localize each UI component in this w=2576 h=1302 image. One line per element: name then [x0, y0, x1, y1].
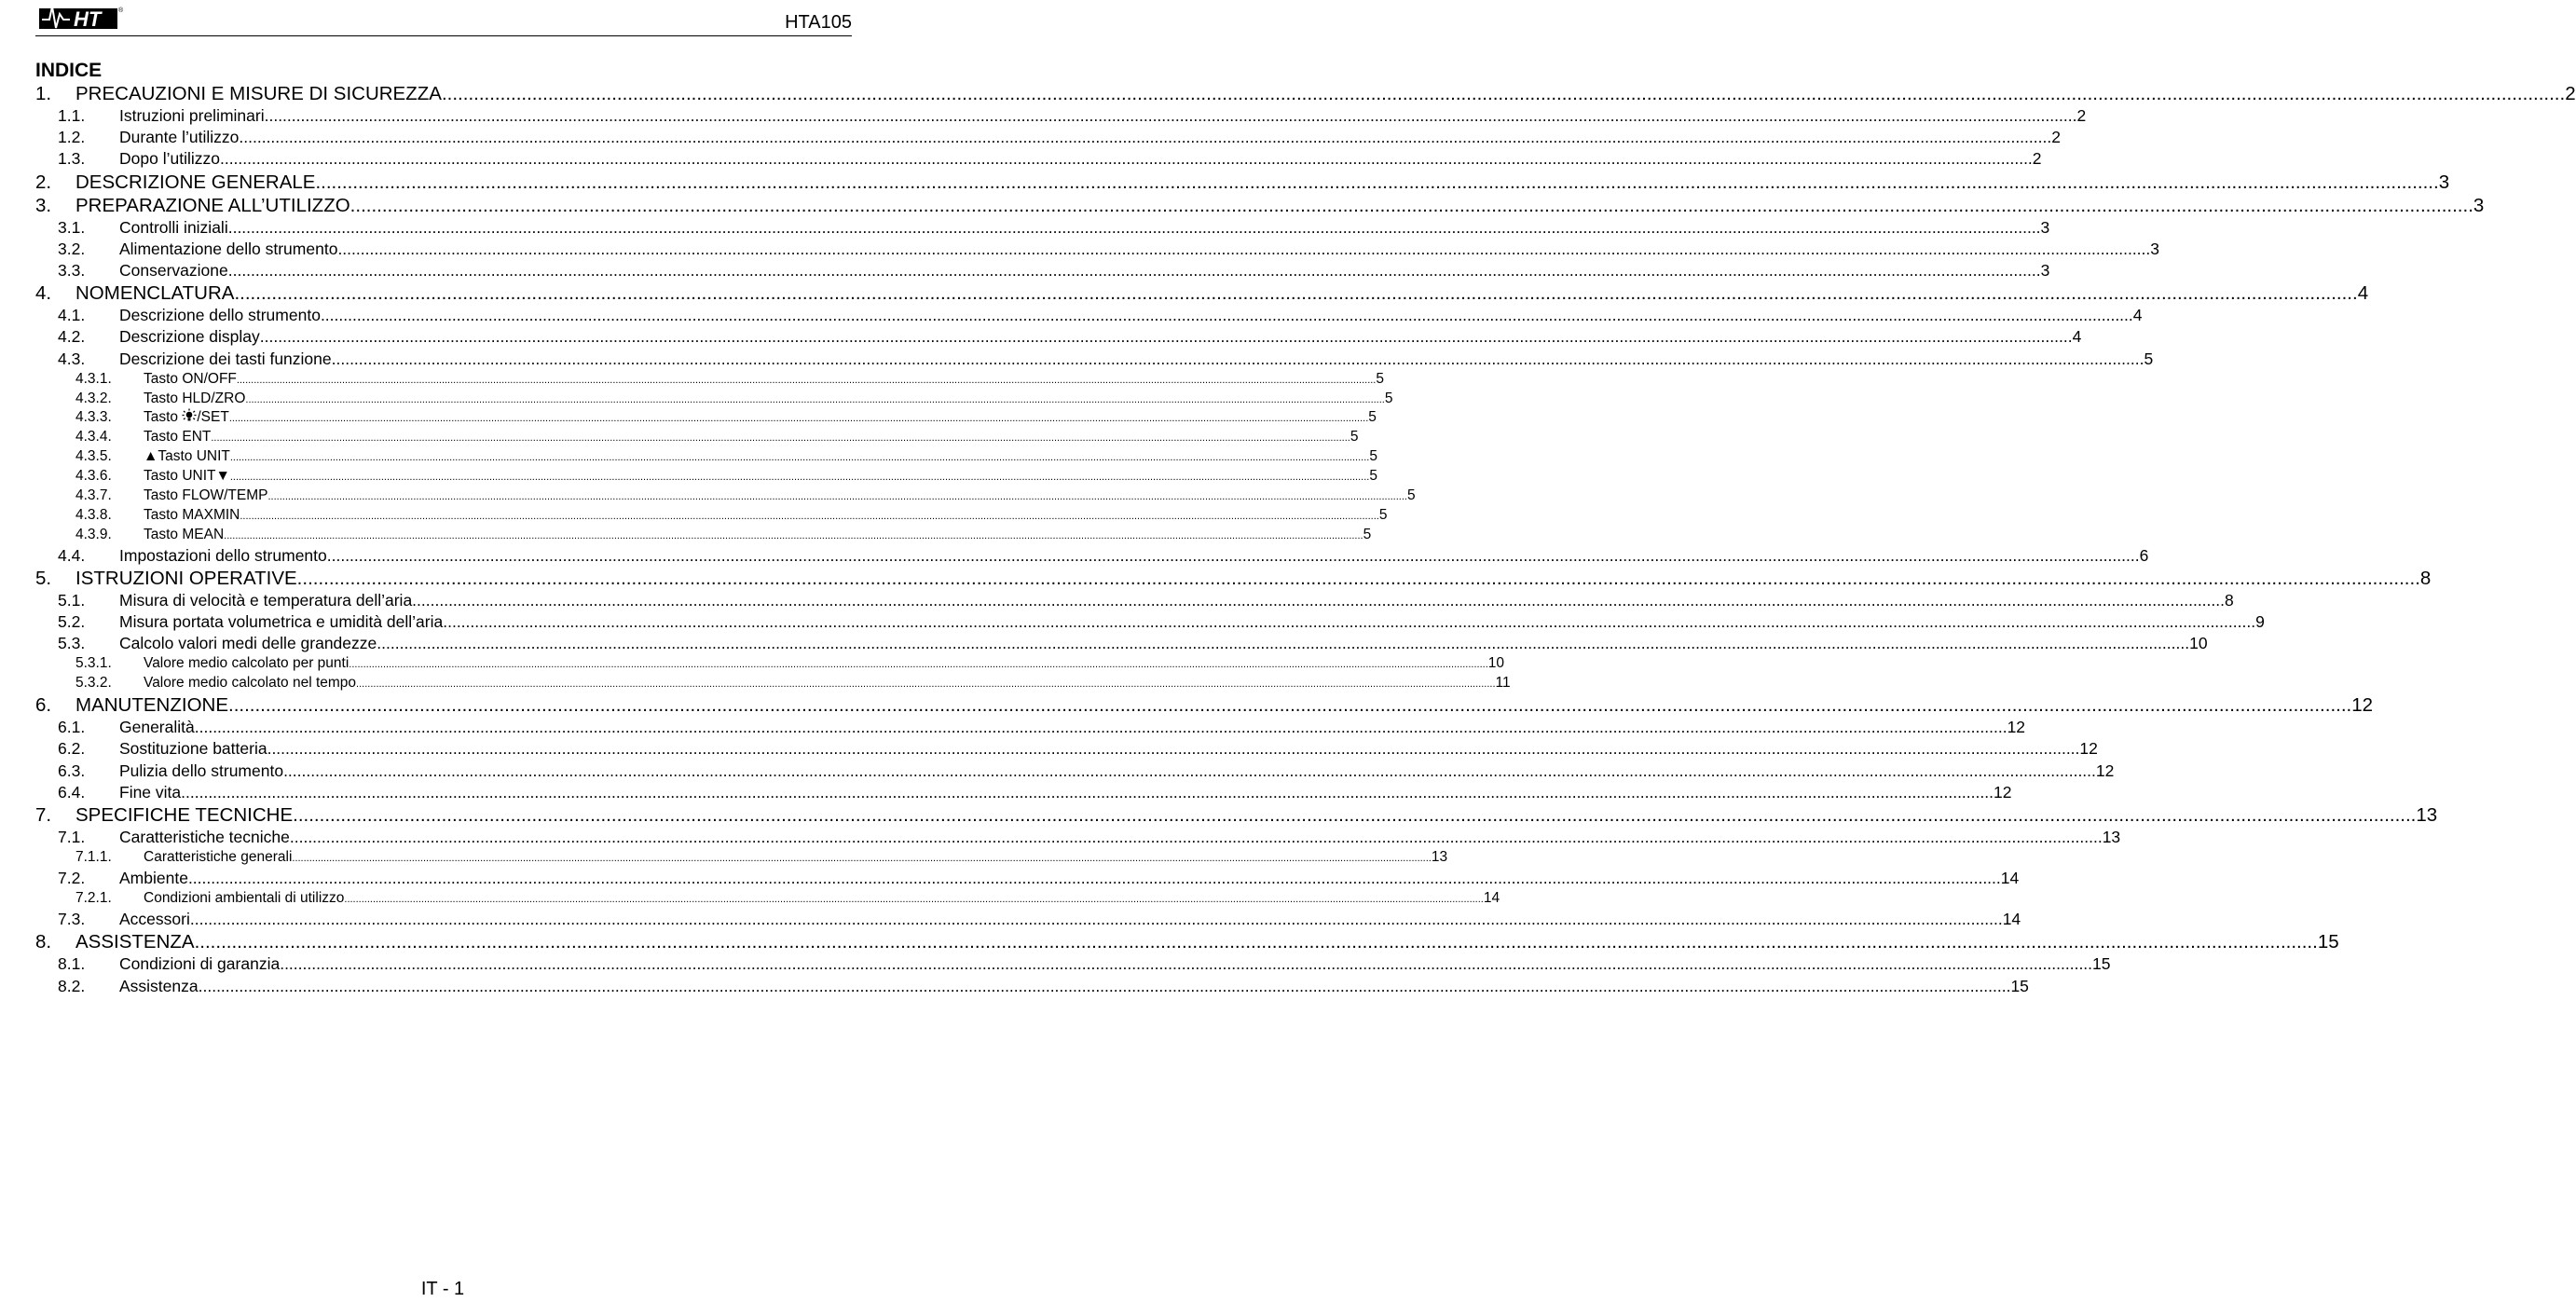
toc-entry-number: 4.3.7. [75, 487, 112, 504]
toc-entry-title [119, 239, 337, 260]
toc-entry[interactable] [35, 654, 1505, 674]
toc-entry[interactable] [35, 761, 2115, 782]
toc-entry-title [119, 827, 290, 848]
toc-leader-dots: ................................................................................................................................................................................................................................................................................................................................................................................................................ [320, 306, 2133, 325]
toc-entry-title-text: Condizioni di garanzia [119, 954, 281, 974]
up-arrow-icon-label: ▲ Tasto UNIT [144, 448, 230, 464]
toc-entry-number: 7.1.1. [75, 849, 112, 866]
toc-entry-number: 8.2. [58, 976, 86, 995]
toc-entry-number: 4.3.8. [75, 506, 112, 523]
toc-leader-dots: ................................................................................................................................................................................................................................................................................................................................................................................................................ [211, 432, 1350, 445]
toc-entry-title [144, 390, 245, 409]
toc-entry-title [119, 738, 267, 760]
page-number: IT - 1 [420, 1279, 465, 1299]
toc-entry-number: 4. [35, 282, 52, 305]
toc-entry-page: 14 [2002, 910, 2021, 929]
toc-entry-page: 5 [1384, 390, 1393, 406]
toc-entry-title [119, 349, 332, 370]
toc-entry-page: 3 [2150, 239, 2159, 258]
toc-entry-title [75, 567, 297, 590]
toc-entry-page: 5 [1369, 448, 1377, 465]
toc-leader-dots: ................................................................................................................................................................................................................................................................................................................................................................................................................ [234, 282, 2358, 305]
toc-leader-dots: ................................................................................................................................................................................................................................................................................................................................................................................................................ [349, 659, 1488, 671]
toc-entry[interactable] [35, 545, 2149, 567]
toc-entry-title-text: PRECAUZIONI E MISURE DI SICUREZZA [75, 83, 442, 104]
toc-leader-dots: ................................................................................................................................................................................................................................................................................................................................................................................................................ [441, 83, 2566, 104]
toc-entry-title-text: SPECIFICHE TECNICHE [75, 803, 294, 826]
toc-entry-page: 12 [1993, 782, 2012, 802]
toc-entry[interactable] [35, 127, 2061, 148]
toc-entry-title-text: MANUTENZIONE [75, 694, 228, 717]
toc-entry-number: 3.3. [58, 260, 86, 280]
toc-entry-title-text: Dopo l’utilizzo [119, 149, 220, 169]
toc-entry-title [144, 654, 349, 674]
toc-entry-title-text: Generalità [119, 718, 195, 737]
toc-entry-page: 4 [2132, 306, 2143, 325]
toc-entry-page: 12 [2079, 739, 2098, 759]
ht-logo [38, 3, 124, 31]
toc-entry[interactable] [35, 738, 2098, 760]
toc-entry-number: 7. [35, 803, 52, 826]
toc-entry-page: 9 [2255, 612, 2265, 632]
toc-entry[interactable] [35, 105, 2087, 127]
toc-entry-page: 15 [2010, 976, 2029, 995]
toc-entry[interactable] [35, 260, 2050, 281]
toc-entry[interactable] [35, 171, 2450, 194]
backlight-icon [182, 408, 197, 423]
toc-title: INDICE [35, 60, 103, 81]
toc-entry-title-text: ASSISTENZA [75, 931, 195, 953]
down-arrow-icon-label: Tasto UNIT ▼ [144, 468, 230, 484]
toc-entry-page: 13 [1431, 849, 1448, 866]
toc-entry-number: 1.1. [58, 106, 86, 125]
toc-leader-dots: ................................................................................................................................................................................................................................................................................................................................................................................................................ [377, 634, 2190, 653]
toc-entry-title [144, 674, 356, 693]
toc-entry-title [75, 281, 234, 305]
toc-entry-title-text: Alimentazione dello strumento [119, 239, 338, 258]
toc-entry-title [119, 326, 260, 348]
toc-leader-dots: ................................................................................................................................................................................................................................................................................................................................................................................................................ [349, 194, 2473, 216]
toc-entry-number: 4.3. [58, 349, 86, 368]
toc-entry[interactable] [35, 217, 2050, 239]
toc-entry-number: 7.2.1. [75, 890, 112, 907]
toc-entry[interactable] [35, 487, 1416, 506]
toc-entry-title [144, 370, 237, 390]
toc-entry-title [144, 848, 292, 868]
toc-entry[interactable] [35, 827, 2121, 848]
toc-entry-page: 5 [1376, 370, 1384, 387]
toc-entry-number: 2. [35, 171, 52, 193]
toc-entry-title [119, 953, 280, 975]
toc-entry[interactable] [35, 930, 2339, 953]
toc-leader-dots: ................................................................................................................................................................................................................................................................................................................................................................................................................ [267, 491, 1407, 503]
toc-entry-page: 5 [1369, 468, 1377, 485]
toc-entry[interactable] [35, 526, 1372, 545]
toc-entry-page: 5 [1350, 429, 1359, 445]
toc-leader-dots: ................................................................................................................................................................................................................................................................................................................................................................................................................ [227, 217, 2041, 237]
toc-leader-dots: ................................................................................................................................................................................................................................................................................................................................................................................................................ [194, 931, 2318, 953]
toc-entry-title-text: Conservazione [119, 260, 228, 280]
toc-entry-title-text: Misura portata volumetrica e umidità dell’aria [119, 612, 444, 632]
toc-entry-title-text: Impostazioni dello strumento [119, 545, 327, 565]
toc-entry-page: 14 [2000, 869, 2020, 888]
toc-entry-title [144, 467, 230, 487]
toc-entry-title [119, 105, 265, 127]
toc-leader-dots: ................................................................................................................................................................................................................................................................................................................................................................................................................ [229, 452, 1370, 464]
toc-entry-number: 4.3.3. [75, 409, 112, 426]
toc-entry[interactable] [35, 889, 1500, 909]
toc-leader-dots: ................................................................................................................................................................................................................................................................................................................................................................................................................ [331, 349, 2144, 368]
toc-entry-title-text: Caratteristiche tecniche [119, 827, 290, 846]
toc-entry[interactable] [35, 447, 1377, 467]
toc-entry-title [119, 633, 377, 654]
toc-entry-page: 5 [1368, 409, 1377, 426]
toc-leader-dots: ................................................................................................................................................................................................................................................................................................................................................................................................................ [194, 718, 2007, 737]
toc-entry-title [75, 930, 195, 953]
toc-entry-number: 6.3. [58, 761, 86, 780]
toc-entry-title-text: Misura di velocità e temperatura dell’aria [119, 590, 413, 610]
toc-entry-title-text: Descrizione dei tasti funzione [119, 349, 332, 368]
toc-entry-page: 5 [1363, 526, 1372, 542]
toc-entry[interactable] [35, 148, 2042, 170]
toc-entry-number: 5.3.1. [75, 655, 112, 672]
toc-entry-number: 4.1. [58, 306, 86, 325]
toc-entry-page: 11 [1495, 675, 1511, 692]
toc-entry[interactable] [35, 506, 1388, 526]
toc-entry[interactable] [35, 848, 1448, 868]
toc-entry[interactable] [35, 717, 2026, 738]
toc-entry-page: 3 [2473, 194, 2485, 216]
toc-leader-dots: ................................................................................................................................................................................................................................................................................................................................................................................................................ [240, 510, 1379, 522]
toc-entry[interactable] [35, 611, 2265, 633]
logo-text: HT [74, 7, 102, 31]
toc-entry-number: 4.4. [58, 545, 86, 565]
toc-entry-number: 4.3.9. [75, 526, 112, 542]
toc-leader-dots: ................................................................................................................................................................................................................................................................................................................................................................................................................ [337, 239, 2151, 258]
toc-entry-number: 4.3.5. [75, 448, 112, 465]
toc-entry-number: 3. [35, 194, 52, 216]
toc-entry-title-text: Istruzioni preliminari [119, 106, 265, 125]
toc-entry-number: 6.4. [58, 782, 86, 802]
toc-entry-page: 10 [2189, 634, 2208, 653]
toc-entry[interactable] [35, 909, 2021, 930]
document-code: HTA105 [785, 12, 852, 33]
toc-leader-dots: ................................................................................................................................................................................................................................................................................................................................................................................................................ [227, 260, 2041, 280]
toc-entry-page: 6 [2139, 545, 2149, 565]
toc-entry-title [144, 408, 229, 428]
toc-entry-title-text: Descrizione display [119, 327, 260, 347]
toc-entry-title [119, 590, 412, 611]
toc-entry-title [119, 909, 190, 930]
toc-entry-title-text: Tasto MAXMIN [144, 506, 240, 523]
toc-entry-title [119, 717, 195, 738]
toc-entry-page: 2 [2051, 128, 2061, 147]
toc-leader-dots: ................................................................................................................................................................................................................................................................................................................................................................................................................ [283, 761, 2096, 780]
toc-entry[interactable] [35, 567, 2432, 590]
toc-entry-title [144, 487, 268, 506]
toc-entry[interactable] [35, 428, 1359, 447]
toc-entry[interactable] [35, 281, 2369, 305]
toc-entry-title-text: Tasto FLOW/TEMP [144, 487, 268, 504]
toc-entry-page: 13 [2416, 803, 2438, 826]
toc-entry-page: 5 [2144, 349, 2154, 368]
toc-leader-dots: ................................................................................................................................................................................................................................................................................................................................................................................................................ [187, 869, 2001, 888]
toc-entry-title [119, 611, 443, 633]
toc-entry-title [119, 976, 199, 997]
toc-entry-title-text: Tasto HLD/ZRO [144, 390, 246, 406]
toc-entry-number: 8. [35, 931, 52, 953]
toc-entry-number: 1. [35, 83, 52, 104]
toc-leader-dots: ................................................................................................................................................................................................................................................................................................................................................................................................................ [326, 545, 2140, 565]
toc-entry-number: 1.3. [58, 149, 86, 169]
toc-entry-page: 8 [2225, 590, 2234, 610]
toc-entry[interactable] [35, 467, 1377, 487]
toc-entry-title [119, 148, 220, 170]
toc-entry-title-text: Controlli iniziali [119, 217, 228, 237]
toc-entry-number: 3.1. [58, 217, 86, 237]
toc-entry-title-text: Tasto ON/OFF [144, 370, 237, 387]
toc-leader-dots: ................................................................................................................................................................................................................................................................................................................................................................................................................ [293, 803, 2417, 826]
toc-entry[interactable] [35, 390, 1393, 409]
toc-entry-number: 6.2. [58, 739, 86, 759]
toc-entry-title-text: Calcolo valori medi delle grandezze [119, 634, 377, 653]
toc-entry[interactable] [35, 953, 2111, 975]
toc-entry[interactable] [35, 976, 2029, 997]
toc-entry-page: 3 [2040, 260, 2050, 280]
toc-leader-dots: ................................................................................................................................................................................................................................................................................................................................................................................................................ [267, 739, 2080, 759]
toc-entry-page: 12 [2007, 718, 2026, 737]
toc-entry-number: 4.3.1. [75, 370, 112, 387]
toc-entry-number: 6.1. [58, 718, 86, 737]
toc-leader-dots: ................................................................................................................................................................................................................................................................................................................................................................................................................ [236, 374, 1377, 386]
toc-entry-title-suffix: /SET [197, 409, 229, 426]
toc-entry-page: 14 [1483, 890, 1500, 907]
toc-leader-dots: ................................................................................................................................................................................................................................................................................................................................................................................................................ [245, 393, 1385, 405]
toc-entry-page: 3 [2438, 171, 2450, 193]
toc-leader-dots: ................................................................................................................................................................................................................................................................................................................................................................................................................ [198, 976, 2011, 995]
toc-leader-dots: ................................................................................................................................................................................................................................................................................................................................................................................................................ [239, 128, 2052, 147]
toc-entry-title [144, 447, 230, 467]
toc-entry[interactable] [35, 803, 2438, 827]
toc-entry-title-text: ISTRUZIONI OPERATIVE [75, 567, 297, 589]
toc-entry-title [119, 305, 321, 326]
toc-entry-title-text: Caratteristiche generali [144, 849, 293, 866]
toc-entry[interactable] [35, 349, 2154, 370]
toc-entry-number: 4.3.6. [75, 468, 112, 485]
toc-entry-number: 7.1. [58, 827, 86, 846]
toc-entry-number: 4.3.2. [75, 390, 112, 406]
toc-entry-title-text: Ambiente [119, 869, 188, 888]
toc-entry-title [144, 526, 224, 545]
toc-entry-page: 13 [2102, 827, 2121, 846]
toc-leader-dots: ................................................................................................................................................................................................................................................................................................................................................................................................................ [289, 827, 2103, 846]
toc-entry-number: 6. [35, 694, 52, 717]
logo-registered-mark: ® [118, 7, 124, 14]
toc-entry-title [119, 868, 188, 889]
toc-entry-title-text: Accessori [119, 910, 190, 929]
toc-entry[interactable] [35, 633, 2208, 654]
toc-entry-page: 2 [2565, 83, 2576, 104]
toc-leader-dots: ................................................................................................................................................................................................................................................................................................................................................................................................................ [280, 954, 2093, 974]
toc-entry[interactable] [35, 782, 2012, 803]
toc-entry-page: 5 [1406, 487, 1416, 504]
toc-leader-dots: ................................................................................................................................................................................................................................................................................................................................................................................................................ [229, 472, 1370, 484]
toc-leader-dots: ................................................................................................................................................................................................................................................................................................................................................................................................................ [224, 529, 1363, 541]
toc-leader-dots: ................................................................................................................................................................................................................................................................................................................................................................................................................ [292, 853, 1432, 865]
toc-entry-title-text: Tasto MEAN [144, 526, 225, 542]
toc-entry[interactable] [35, 590, 2234, 611]
toc-entry[interactable] [35, 82, 2576, 105]
toc-leader-dots: ................................................................................................................................................................................................................................................................................................................................................................................................................ [264, 106, 2077, 125]
page-header [35, 0, 852, 37]
toc-entry-title-text: Fine vita [119, 782, 182, 802]
toc-entry-title-text: Condizioni ambientali di utilizzo [144, 890, 345, 907]
toc-entry-number: 5.3. [58, 634, 86, 653]
header-divider [35, 35, 852, 36]
toc-entry-title [119, 545, 327, 567]
toc-entry-title [75, 803, 293, 827]
toc-entry[interactable] [35, 868, 2020, 889]
toc-entry-page: 4 [2072, 327, 2082, 347]
toc-entry-page: 15 [2317, 931, 2339, 953]
toc-leader-dots: ................................................................................................................................................................................................................................................................................................................................................................................................................ [181, 782, 1994, 802]
toc-leader-dots: ................................................................................................................................................................................................................................................................................................................................................................................................................ [228, 694, 2352, 717]
toc-entry-title [119, 260, 228, 281]
toc-entry-title-text: NOMENCLATURA [75, 282, 235, 305]
toc-entry-page: 10 [1487, 655, 1505, 672]
toc-entry[interactable] [35, 370, 1384, 390]
toc-entry[interactable] [35, 326, 2082, 348]
toc-entry-number: 4.2. [58, 327, 86, 347]
toc-entry-page: 12 [2351, 694, 2374, 717]
toc-entry-title [119, 782, 181, 803]
toc-leader-dots: ................................................................................................................................................................................................................................................................................................................................................................................................................ [259, 327, 2073, 347]
toc-entry-title [75, 82, 442, 105]
toc-entry-title [144, 889, 344, 909]
toc-entry-title [144, 428, 211, 447]
toc-entry-title [144, 506, 240, 526]
toc-entry-page: 3 [2040, 217, 2050, 237]
toc-entry-page: 4 [2357, 282, 2369, 305]
toc-entry-number: 5.2. [58, 612, 86, 632]
toc-entry-title-text: Pulizia dello strumento [119, 761, 284, 780]
toc-entry-page: 8 [2419, 567, 2432, 589]
toc-entry-page: 12 [2095, 761, 2115, 780]
toc-entry-title-text: PREPARAZIONE ALL’UTILIZZO [75, 194, 350, 216]
table-of-contents [35, 82, 2576, 997]
toc-leader-dots: ................................................................................................................................................................................................................................................................................................................................................................................................................ [189, 910, 2003, 929]
toc-entry-page: 15 [2092, 954, 2111, 974]
toc-entry-number: 7.3. [58, 910, 86, 929]
toc-entry-page: 2 [2076, 106, 2087, 125]
toc-entry-title-text: DESCRIZIONE GENERALE [75, 171, 316, 193]
toc-entry[interactable] [35, 408, 1377, 428]
toc-leader-dots: ................................................................................................................................................................................................................................................................................................................................................................................................................ [219, 149, 2033, 169]
toc-entry-title-text: Tasto ENT [144, 429, 212, 445]
toc-entry-page: 2 [2032, 149, 2042, 169]
toc-entry[interactable] [35, 305, 2143, 326]
toc-entry-number: 8.1. [58, 954, 86, 974]
toc-entry-title [119, 217, 228, 239]
toc-entry-number: 3.2. [58, 239, 86, 258]
toc-entry-number: 5.3.2. [75, 675, 112, 692]
toc-entry-number: 7.2. [58, 869, 86, 888]
toc-entry-title [119, 127, 239, 148]
toc-entry-title [119, 761, 283, 782]
toc-leader-dots: ................................................................................................................................................................................................................................................................................................................................................................................................................ [412, 590, 2225, 610]
toc-entry-title-text: Assistenza [119, 976, 199, 995]
toc-leader-dots: ................................................................................................................................................................................................................................................................................................................................................................................................................ [296, 567, 2420, 589]
toc-entry-title-text: Tasto [144, 409, 183, 426]
toc-leader-dots: ................................................................................................................................................................................................................................................................................................................................................................................................................ [443, 612, 2256, 632]
toc-leader-dots: ................................................................................................................................................................................................................................................................................................................................................................................................................ [344, 894, 1484, 906]
toc-entry-page: 5 [1378, 506, 1388, 523]
toc-entry-title-text: Durante l’utilizzo [119, 128, 240, 147]
toc-leader-dots: ................................................................................................................................................................................................................................................................................................................................................................................................................ [356, 678, 1496, 691]
toc-entry-number: 5.1. [58, 590, 86, 610]
toc-leader-dots: ................................................................................................................................................................................................................................................................................................................................................................................................................ [315, 171, 2439, 193]
toc-entry-number: 4.3.4. [75, 429, 112, 445]
toc-entry-title-text: Valore medio calcolato nel tempo [144, 675, 357, 692]
toc-entry-number: 5. [35, 567, 52, 589]
toc-entry[interactable] [35, 693, 2374, 717]
toc-leader-dots: ................................................................................................................................................................................................................................................................................................................................................................................................................ [228, 413, 1369, 425]
toc-entry-number: 1.2. [58, 128, 86, 147]
toc-entry[interactable] [35, 239, 2159, 260]
toc-entry-title [75, 194, 350, 217]
toc-entry-title-text: Sostituzione batteria [119, 739, 267, 759]
toc-entry-title [75, 693, 228, 717]
toc-entry-title [75, 171, 315, 194]
toc-entry[interactable] [35, 194, 2485, 217]
toc-entry-title-text: Descrizione dello strumento [119, 306, 321, 325]
toc-entry[interactable] [35, 674, 1511, 693]
toc-entry-title-text: Valore medio calcolato per punti [144, 655, 349, 672]
